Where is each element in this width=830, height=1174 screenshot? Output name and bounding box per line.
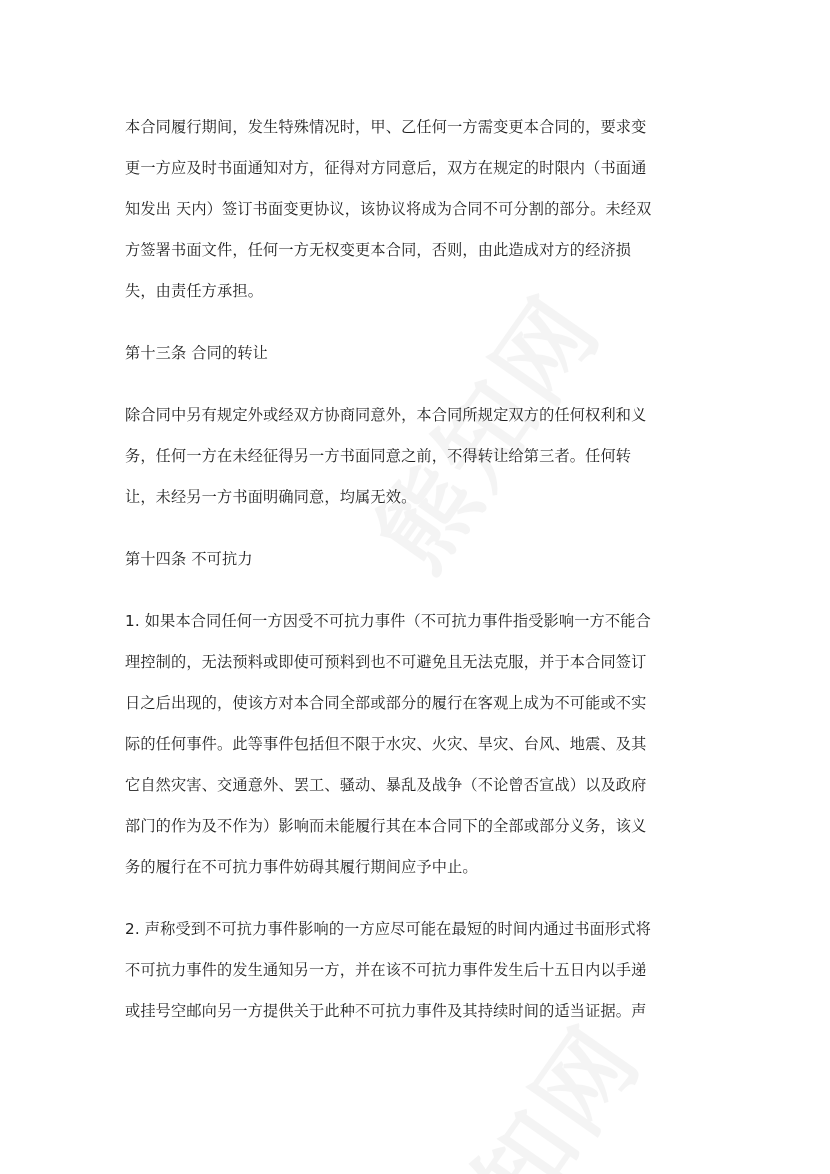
text-line: 让，未经另一方书面明确同意，均属无效。 xyxy=(125,488,417,506)
paragraph-contract-transfer xyxy=(125,395,715,518)
heading-text: 第十三条 合同的转让 xyxy=(125,344,269,362)
text-line: 方签署书面文件，任何一方无权变更本合同，否则，由此造成对方的经济损 xyxy=(125,241,632,259)
text-line: 它自然灾害、交通意外、罢工、骚动、暴乱及战争（不论曾否宣战）以及政府 xyxy=(125,776,647,794)
text-line: 际的任何事件。此等事件包括但不限于水灾、火灾、旱灾、台风、地震、及其 xyxy=(125,735,647,753)
section-heading-article-13 xyxy=(125,333,715,374)
paragraph-force-majeure-2 xyxy=(125,909,715,1032)
heading-text: 第十四条 不可抗力 xyxy=(125,550,253,568)
text-line: 2. 声称受到不可抗力事件影响的一方应尽可能在最短的时间内通过书面形式将 xyxy=(125,920,651,938)
text-line: 更一方应及时书面通知对方，征得对方同意后，双方在规定的时限内（书面通 xyxy=(125,159,647,177)
text-line: 务，任何一方在未经征得另一方书面同意之前，不得转让给第三者。任何转 xyxy=(125,447,632,465)
text-line: 部门的作为及不作为）影响而未能履行其在本合同下的全部或部分义务，该义 xyxy=(125,817,647,835)
text-line: 务的履行在不可抗力事件妨碍其履行期间应予中止。 xyxy=(125,858,478,876)
text-line: 理控制的，无法预料或即使可预料到也不可避免且无法克服，并于本合同签订 xyxy=(125,653,647,671)
text-line: 或挂号空邮向另一方提供关于此种不可抗力事件及其持续时间的适当证据。声 xyxy=(125,1002,647,1020)
paragraph-contract-change xyxy=(125,107,715,312)
text-line: 不可抗力事件的发生通知另一方，并在该不可抗力事件发生后十五日内以手递 xyxy=(125,961,647,979)
paragraph-force-majeure-1 xyxy=(125,601,715,888)
text-line: 1. 如果本合同任何一方因受不可抗力事件（不可抗力事件指受影响一方不能合 xyxy=(125,612,651,630)
text-line: 除合同中另有规定外或经双方协商同意外，本合同所规定双方的任何权利和义 xyxy=(125,406,647,424)
text-line: 本合同履行期间，发生特殊情况时，甲、乙任何一方需变更本合同的，要求变 xyxy=(125,118,647,136)
text-line: 知发出 天内）签订书面变更协议，该协议将成为合同不可分割的部分。未经双 xyxy=(125,200,652,218)
document-body xyxy=(125,107,715,1032)
text-line: 失，由责任方承担。 xyxy=(125,282,264,300)
text-line: 日之后出现的，使该方对本合同全部或部分的履行在客观上成为不可能或不实 xyxy=(125,694,647,712)
section-heading-article-14 xyxy=(125,539,715,580)
